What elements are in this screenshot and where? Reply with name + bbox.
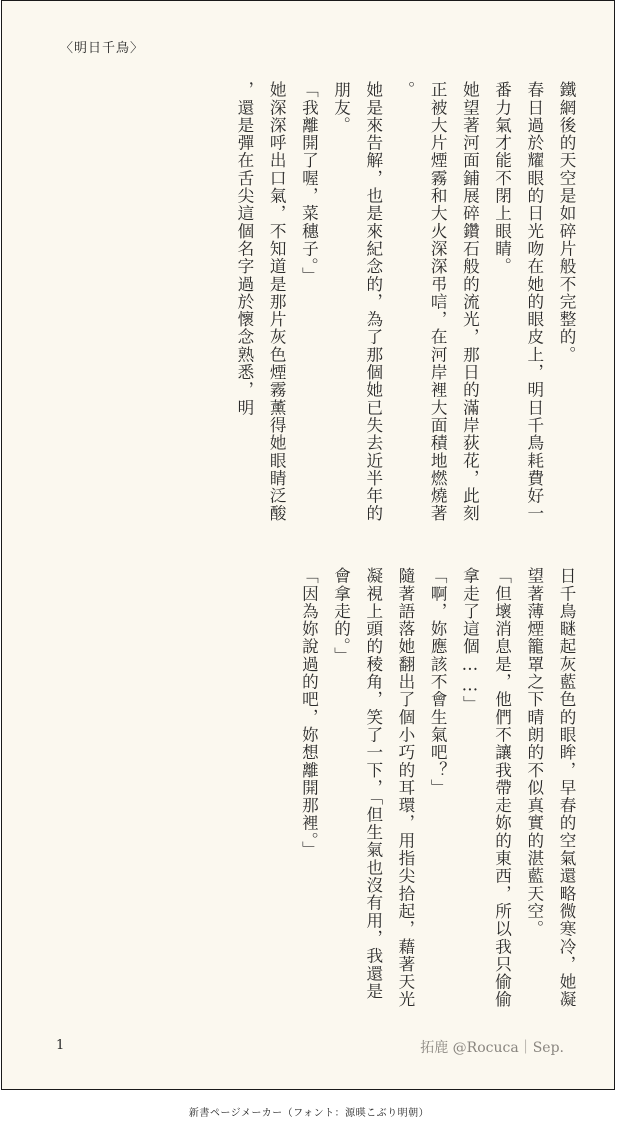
author-credit: 拓鹿 @Rocuca｜Sep. <box>420 1040 564 1056</box>
book-page <box>1 0 615 1090</box>
page-number: 1 <box>56 1038 65 1053</box>
text-section-top <box>42 81 582 531</box>
vertical-text-top: 鐵網後的天空是如碎片般不完整的。 春日過於耀眼的日光吻在她的眼皮上，明日千鳥耗費好一番力氣才能不閉上眼睛。 她望著河面鋪展碎鑽石般的流光，那日的滿岸荻花，此刻正被大片煙霧和大火深深弔唁，在河岸裡大面積地燃燒著。 她是來告解，也是來紀念的，為了那個她已失去近半年的朋友。 「我離開了喔，菜穗子。」 她深深呼出口氣，不知道是那片灰色煙霧薰得她眼睛泛酸，還是彈在舌尖這個名字過於懷念熟悉，明 <box>234 81 576 523</box>
text-section-bottom <box>42 567 582 1017</box>
vertical-text-bottom: 日千鳥瞇起灰藍色的眼眸，早春的空氣還略微寒冷，她凝望著薄煙籠罩之下晴朗的不似真實的湛藍天空。 「但壞消息是，他們不讓我帶走妳的東西，所以我只偷偷拿走了這個……」 「啊，妳應該不會生氣吧？」 隨著語落她翻出了個小巧的耳環，用指尖拾起，藉著天光凝視上頭的稜角，笑了一下，「但生氣也沒有用，我還是會拿走的。」 「因為妳說過的吧，妳想離開那裡。」 <box>299 567 576 1009</box>
page-header-title: 〈明日千鳥〉 <box>60 41 145 56</box>
generator-caption: 新書ページメーカー（フォント：源暎こぶり明朝） <box>188 1108 430 1119</box>
